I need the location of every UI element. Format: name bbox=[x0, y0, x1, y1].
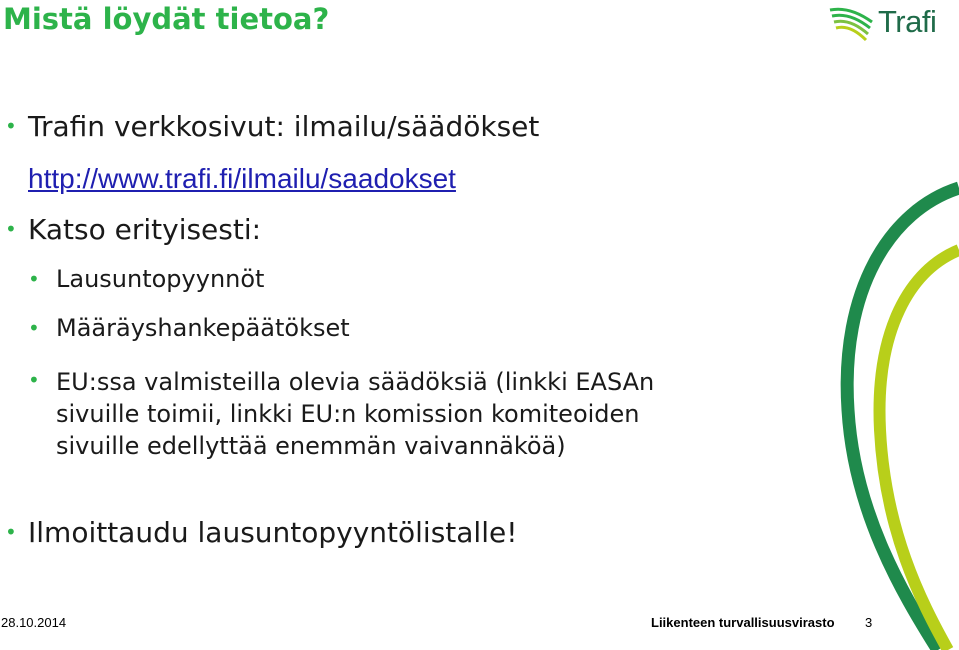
sub-bullet-icon: • bbox=[28, 316, 40, 340]
bullet-katso: Katso erityisesti: bbox=[28, 213, 262, 246]
sub-bullet-icon: • bbox=[28, 267, 40, 291]
slide-title: Mistä löydät tietoa? bbox=[3, 2, 330, 36]
bullet-icon: • bbox=[5, 520, 17, 544]
sub-bullet-lausuntopyynnot: Lausuntopyynnöt bbox=[56, 265, 265, 293]
bullet-icon: • bbox=[5, 217, 17, 241]
footer-organization: Liikenteen turvallisuusvirasto bbox=[651, 615, 835, 630]
trafi-logo-text: Trafi bbox=[878, 4, 937, 39]
footer-date: 28.10.2014 bbox=[1, 615, 67, 630]
bullet-ilmoittaudu: Ilmoittaudu lausuntopyyntölistalle! bbox=[28, 516, 518, 549]
bullet-trafi-website: Trafin verkkosivut: ilmailu/säädökset bbox=[28, 110, 540, 143]
sub-bullet-maarayshankepaatokset: Määräyshankepäätökset bbox=[56, 314, 350, 342]
bullet-icon: • bbox=[5, 114, 17, 138]
trafi-regulations-link[interactable]: http://www.trafi.fi/ilmailu/saadokset bbox=[28, 163, 456, 194]
footer-page-number: 3 bbox=[865, 615, 873, 630]
sub-bullet-icon: • bbox=[28, 368, 40, 392]
sub-bullet-eu-line-2: sivuille toimii, linkki EU:n komission komiteoiden bbox=[56, 400, 640, 428]
sub-bullet-eu-line-3: sivuille edellyttää enemmän vaivannäköä) bbox=[56, 432, 566, 460]
decorative-swoosh-icon bbox=[830, 170, 959, 650]
sub-bullet-eu-saadokset bbox=[56, 366, 816, 462]
sub-bullet-eu-line-1: EU:ssa valmisteilla olevia säädöksiä (linkki EASAn bbox=[56, 368, 655, 396]
